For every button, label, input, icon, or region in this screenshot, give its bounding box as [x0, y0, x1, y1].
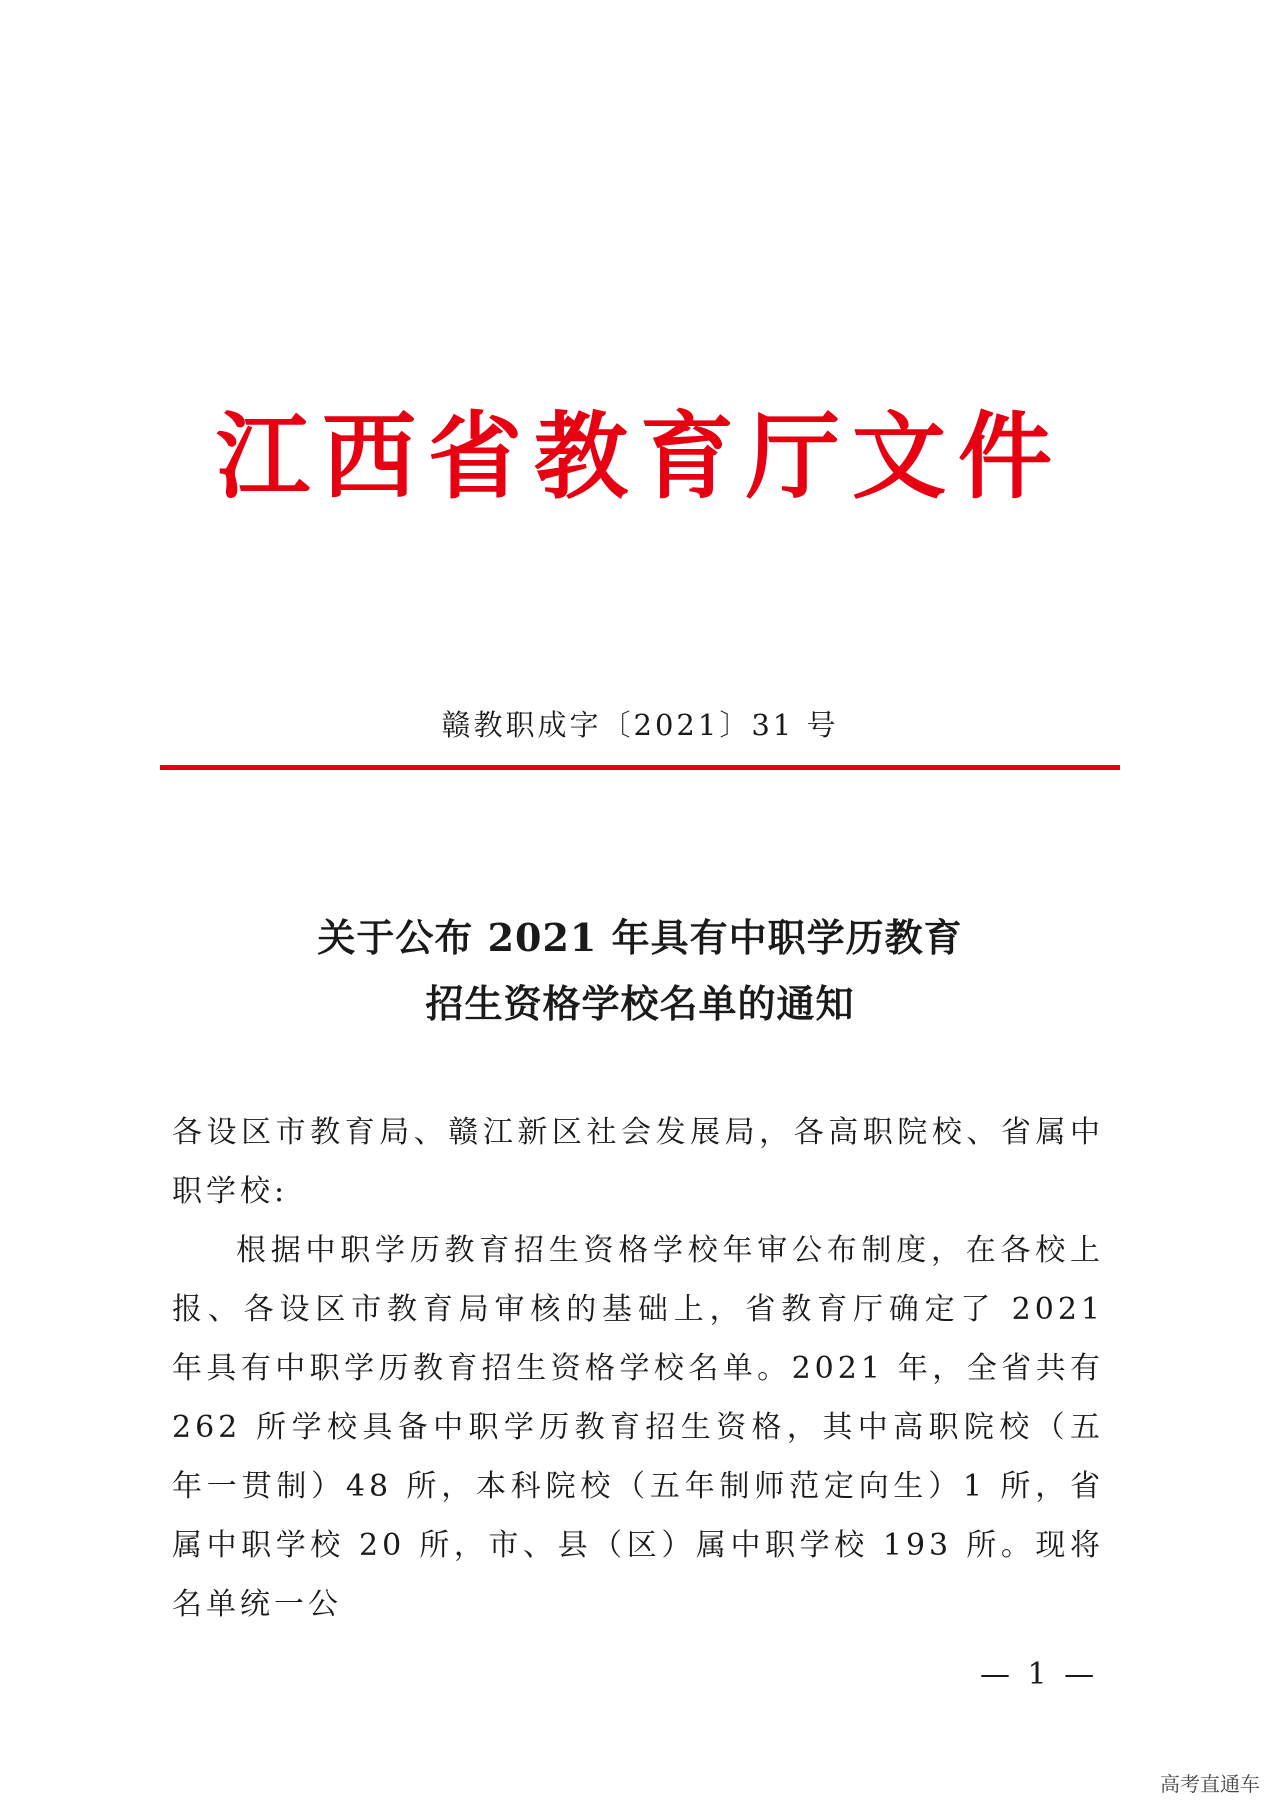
- red-divider-line: [160, 765, 1120, 770]
- salutation: 各设区市教育局、赣江新区社会发展局，各高职院校、省属中职学校:: [172, 1115, 1104, 1209]
- document-masthead: 江西省教育厅文件: [215, 403, 1064, 512]
- page-number: — 1 —: [980, 1657, 1099, 1692]
- notice-body: [172, 1103, 1104, 1634]
- notice-title: [0, 905, 1280, 1037]
- watermark-text: 高考直通车: [1160, 1772, 1260, 1796]
- notice-title-line-2: 招生资格学校名单的通知: [425, 981, 855, 1026]
- notice-title-line-1: 关于公布 2021 年具有中职学历教育: [317, 915, 963, 960]
- document-number: 赣教职成字〔2021〕31 号: [441, 708, 839, 742]
- body-paragraph-1: 根据中职学历教育招生资格学校年审公布制度，在各校上报、各设区市教育局审核的基础上，省教育厅确定了 2021 年具有中职学历教育招生资格学校名单。2021 年，全省共有 262 所学校具备中职学历教育招生资格，其中高职院校（五年一贯制）48 所，本科院校（五年制师范定向生）1 所，省属中职学校 20 所，市、县（区）属中职学校 193 所。现将名单统一公: [172, 1233, 1104, 1622]
